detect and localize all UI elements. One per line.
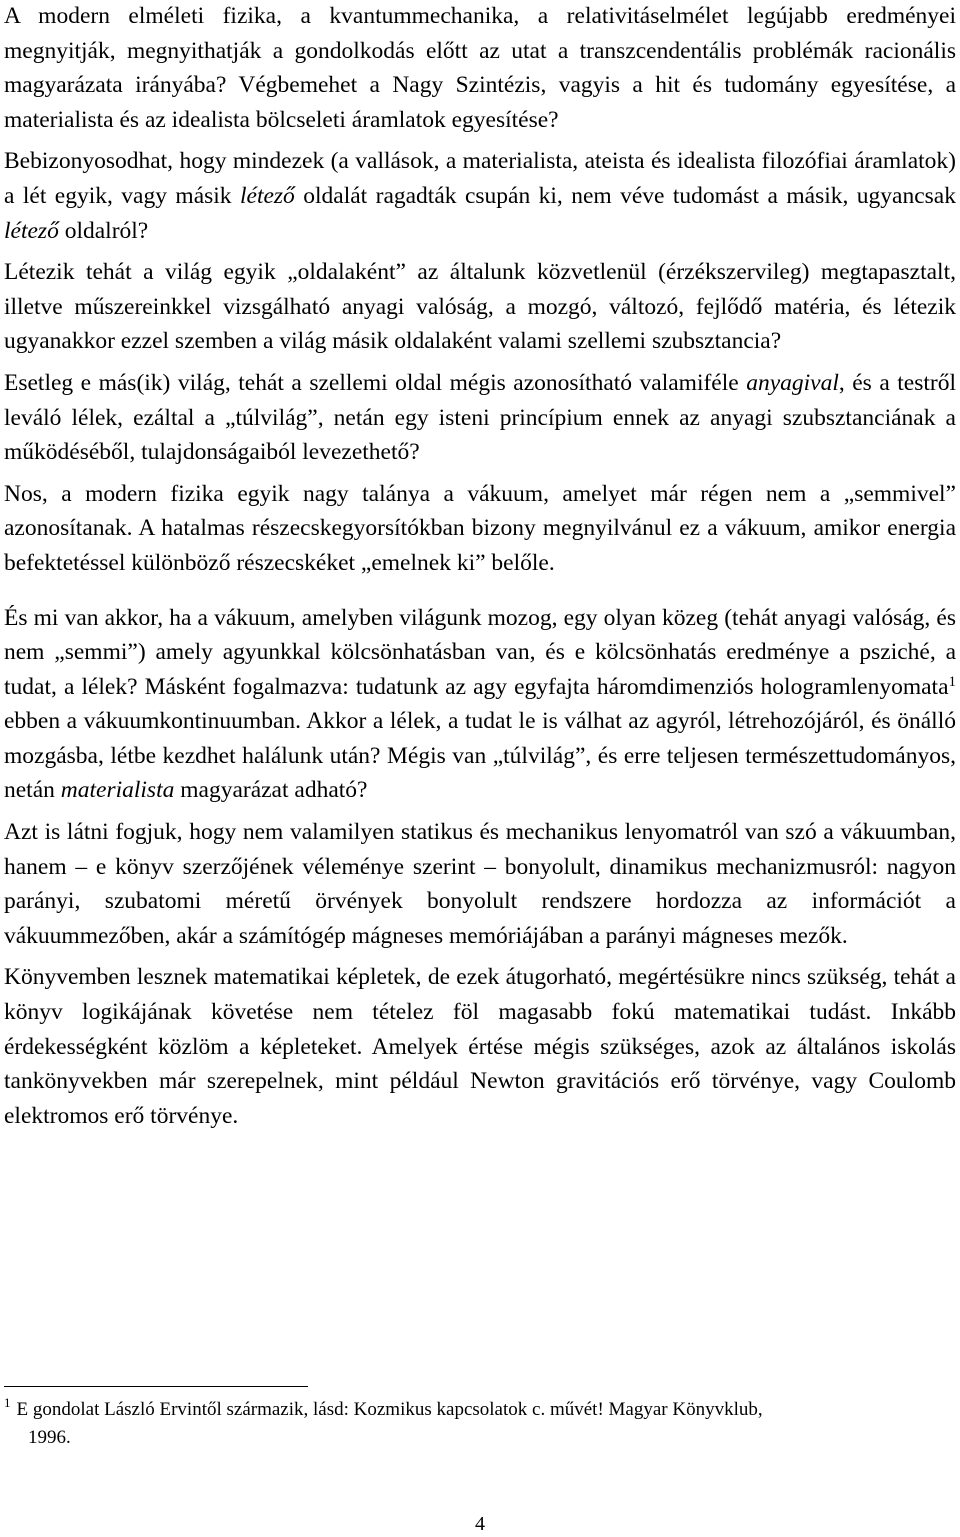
paragraph: [4, 960, 956, 1133]
paragraph-text: ebben a vákuumkontinuumban. Akkor a lélek, a tudat le is válhat az agyról, létrehozójáról, és önálló mozgásba, létbe kezdhet halálunk után? Mégis van „túlvilág”, és erre teljesen természettudományos, netán: [4, 708, 956, 804]
paragraph: [4, 815, 956, 953]
footnote: [4, 1396, 954, 1452]
page-body: [4, 0, 956, 1140]
paragraph-text: Bebizonyosodhat, hogy mindezek (a vallások, a materialista, ateista és idealista filozófiai áramlatok) a lét egyik, vagy másik: [4, 148, 956, 209]
footnote-reference: 1: [948, 673, 956, 690]
emphasis-text: létező: [239, 182, 295, 209]
footnote-line-2: 1996.: [28, 1427, 71, 1448]
paragraph-text: Esetleg e más(ik) világ, tehát a szellemi oldal mégis azonosítható valamiféle: [4, 369, 747, 396]
paragraph: [4, 0, 956, 137]
footnote-mark: 1: [4, 1395, 11, 1410]
footnote-separator: [4, 1386, 308, 1387]
paragraph: [4, 144, 956, 248]
paragraph-text: Létezik tehát a világ egyik „oldalaként” az általunk közvetlenül (érzékszervileg) megtapasztalt, illetve műszereinkkel vizsgálható anyagi valóság, a mozgó, változó, fejlődő matéria, és létezik ugyanakkor ezzel szemben a világ másik oldalaként valami szellemi szubsztancia?: [4, 259, 956, 355]
footnote-line-1: [4, 1396, 954, 1424]
paragraph-text: oldalát ragadták csupán ki, nem véve tudomást a másik, ugyancsak: [294, 182, 956, 209]
paragraph: [4, 366, 956, 470]
page-number: 4: [475, 1513, 485, 1535]
paragraph-text: , és a testről leváló lélek, ezáltal a „túlvilág”, netán egy isteni princípium ennek az anyagi szubsztanciának a működéséből, tulajdonságaiból levezethető?: [4, 369, 956, 466]
paragraph-text: És mi van akkor, ha a vákuum, amelyben világunk mozog, egy olyan közeg (tehát anyagi valóság, és nem „semmi”) amely agyunkkal kölcsönhatásban van, és e kölcsönhatás eredménye a psziché, a tudat, a lélek? Másként fogalmazva: tudatunk az agy egyfajta háromdimenziós hologramlenyomata: [4, 604, 956, 700]
paragraph: [4, 255, 956, 359]
paragraph-text: Nos, a modern fizika egyik nagy talánya a vákuum, amelyet már régen nem a „semmivel” azonosítanak. A hatalmas részecskegyorsítókban bizony megnyilvánul ez a vákuum, amikor energia befektetéssel különböző részecskéket „emelnek ki” belőle.: [4, 480, 956, 576]
paragraph-text: A modern elméleti fizika, a kvantummechanika, a relativitáselmélet legújabb eredményei megnyitják, megnyithatják a gondolkodás előtt az utat a transzcendentális problémák racionális magyarázata irányába? Végbemehet a Nagy Szintézis, vagyis a hit és tudomány egyesítése, a materialista és az idealista bölcseleti áramlatok egyesítése?: [4, 3, 956, 133]
footnote-text: E gondolat László Ervintől származik, lásd: Kozmikus kapcsolatok c. művét! Magyar Könyvklub,: [16, 1399, 763, 1420]
emphasis-text: materialista: [60, 777, 175, 804]
paragraph-text: magyarázat adható?: [174, 777, 368, 804]
paragraph: [4, 477, 956, 581]
paragraph-text: oldalról?: [58, 217, 149, 244]
emphasis-text: létező: [4, 217, 59, 244]
paragraph-text: Könyvemben lesznek matematikai képletek, de ezek átugorható, megértésükre nincs szükség, tehát a könyv logikájának követése nem tételez föl magasabb fokú matematikai tudást. Inkább érdekességként közlöm a képleteket. Amelyek értése mégis szükséges, azok az általános iskolás tankönyvekben már szerepelnek, mint például Newton gravitációs erő törvénye, vagy Coulomb elektromos erő törvénye.: [4, 964, 956, 1129]
paragraph-text: Azt is látni fogjuk, hogy nem valamilyen statikus és mechanikus lenyomatról van szó a vákuumban, hanem – e könyv szerzőjének véleménye szerint – bonyolult, dinamikus mechanizmusról: nagyon parányi, szubatomi méretű örvények bonyolult rendszere hordozza az információt a vákuummezőben, akár a számítógép mágneses memóriájában a parányi mágneses mezők.: [4, 819, 956, 949]
emphasis-text: anyagival: [746, 369, 839, 396]
paragraph: [4, 601, 956, 809]
